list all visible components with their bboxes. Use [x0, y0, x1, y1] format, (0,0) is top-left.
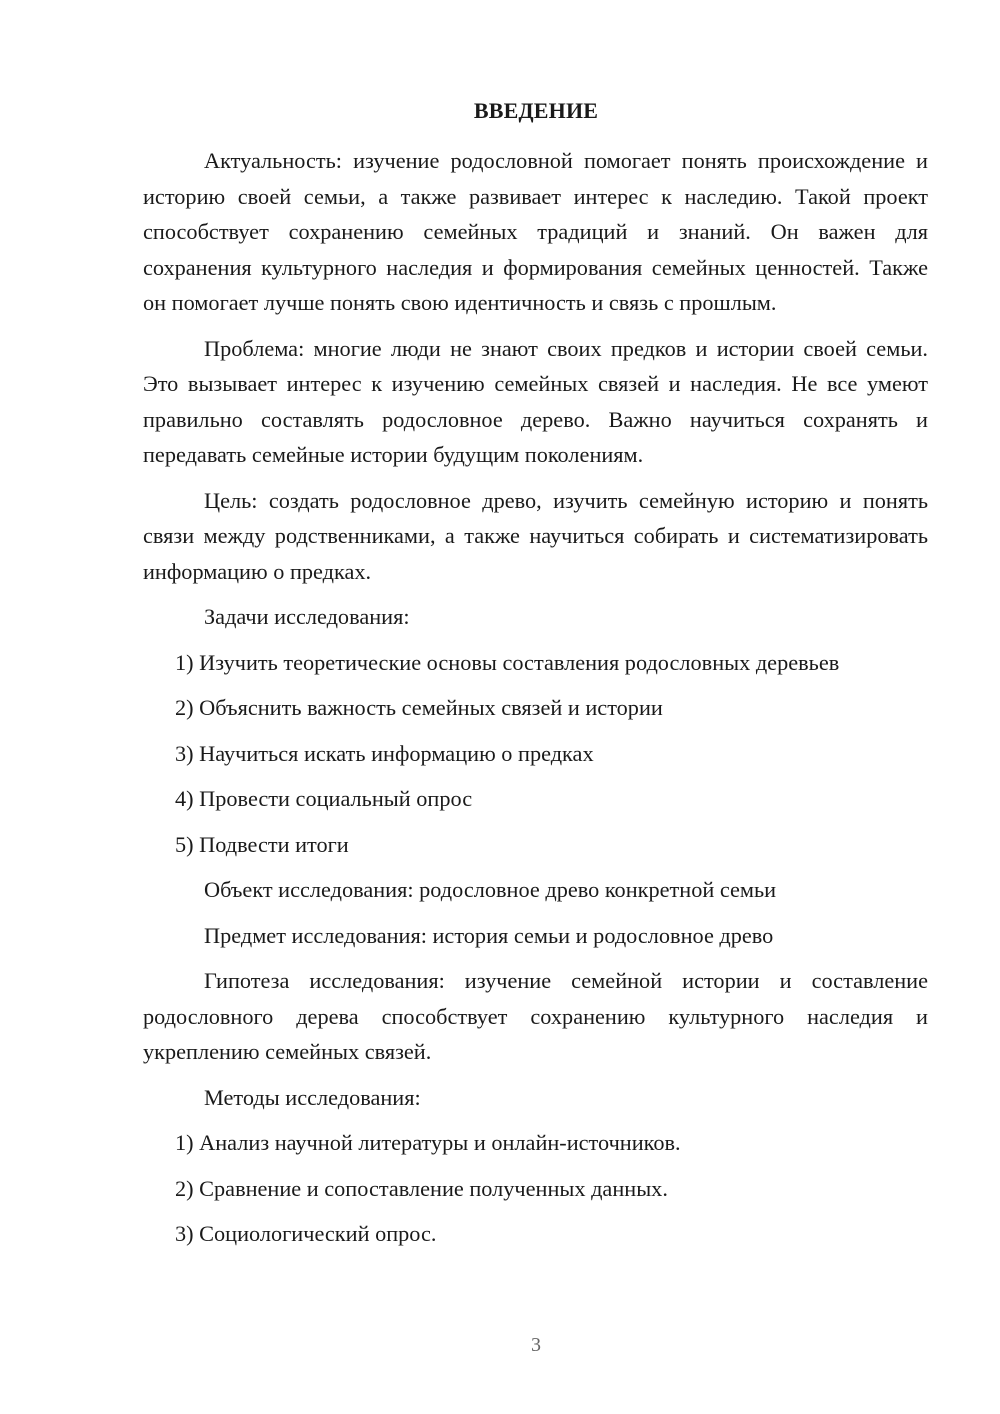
tasks-list [143, 645, 928, 863]
tasks-heading: Задачи исследования: [204, 604, 410, 629]
object-paragraph: Объект исследования: родословное древо конкретной семьи [204, 877, 777, 902]
list-item: 1) Анализ научной литературы и онлайн-источников. [175, 1130, 681, 1155]
list-item: 3) Научиться искать информацию о предках [175, 740, 594, 766]
list-item: 4) Провести социальный опрос [175, 786, 473, 811]
list-item: 2) Сравнение и сопоставление полученных данных. [175, 1175, 668, 1201]
goal-paragraph: Цель: создать родословное древо, изучить семейную историю и понять связи между родственниками, а также научиться собирать и систематизировать информацию о предках. [143, 487, 928, 584]
problem-paragraph: Проблема: многие люди не знают своих предков и истории своей семьи. Это вызывает интерес к изучению семейных связей и наследия. Не все умеют правильно составлять родословное дерево. Важно научиться сохранять и передавать семейные истории будущим поколениям. [143, 335, 928, 467]
list-item: 3) Социологический опрос. [175, 1221, 437, 1246]
list-item: 2) Объяснить важность семейных связей и истории [175, 695, 663, 720]
page-title: ВВЕДЕНИЕ [473, 98, 599, 123]
subject-paragraph: Предмет исследования: история семьи и родословное древо [204, 922, 774, 948]
hypothesis-paragraph: Гипотеза исследования: изучение семейной истории и составление родословного дерева способствует сохранению культурного наследия и укреплению семейных связей. [143, 968, 928, 1064]
page-number: 3 [531, 1334, 541, 1356]
page-content [143, 143, 928, 1252]
methods-heading: Методы исследования: [204, 1084, 421, 1110]
methods-list [143, 1125, 928, 1252]
list-item: 5) Подвести итоги [175, 831, 349, 857]
list-item: 1) Изучить теоретические основы составления родословных деревьев [175, 649, 840, 675]
relevance-paragraph: Актуальность: изучение родословной помогает понять происхождение и историю своей семьи, а также развивает интерес к наследию. Такой проект способствует сохранению семейных традиций и знаний. Он важен для сохранения культурного наследия и формирования семейных ценностей. Также он помогает лучше понять свою идентичность и связь с прошлым. [143, 148, 928, 315]
